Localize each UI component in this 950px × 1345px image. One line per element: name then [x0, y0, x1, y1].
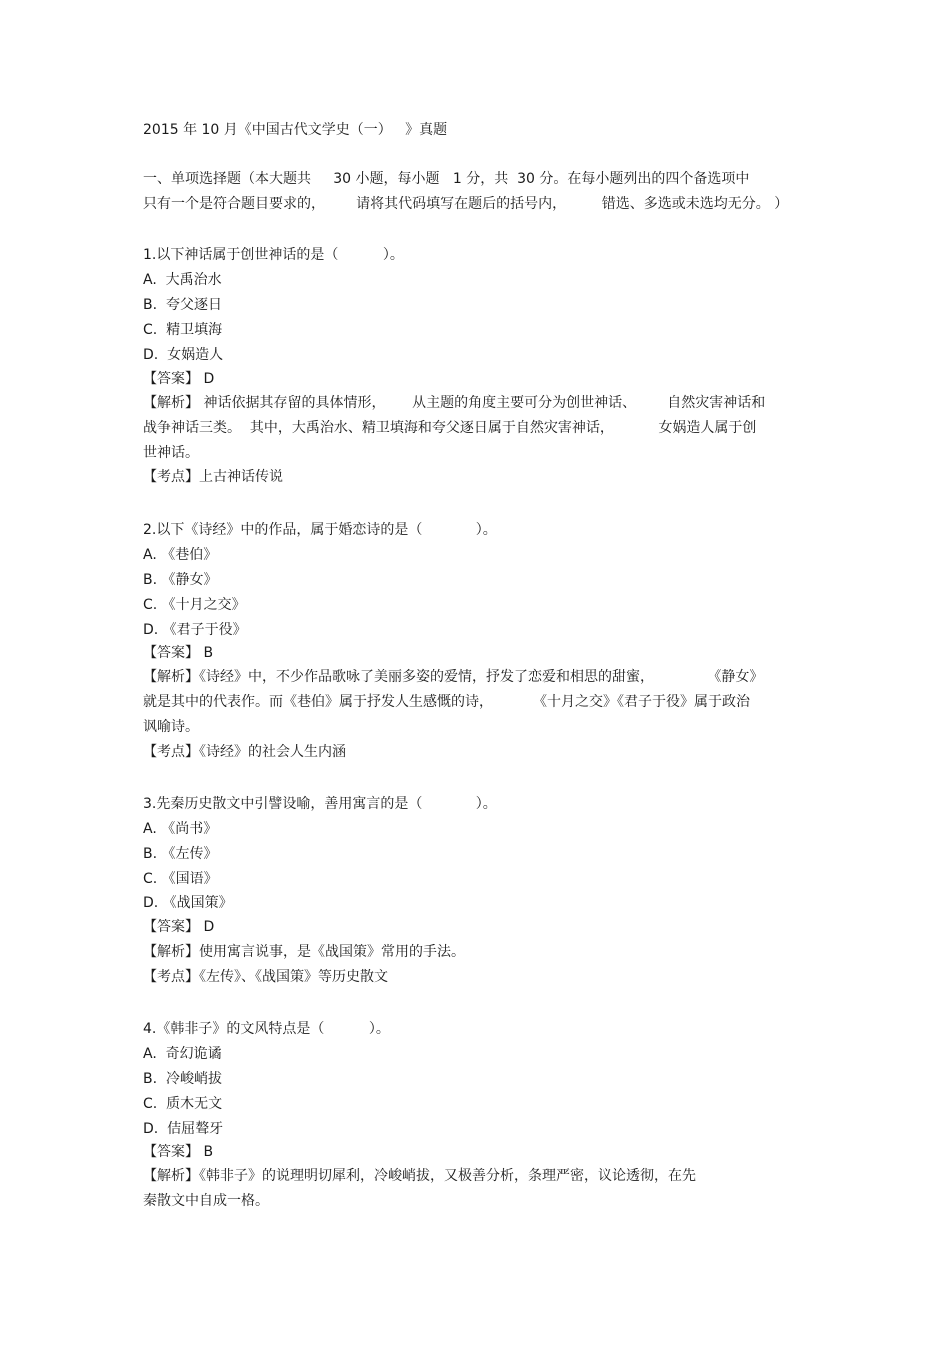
question-1-option-b: B. 夸父逐日 [143, 297, 222, 313]
question-3-answer: 【答案】 D [143, 919, 215, 935]
question-3-point: 【考点】《左传》、《战国策》等历史散文 [143, 969, 388, 985]
question-2-option-c: C. 《十月之交》 [143, 597, 246, 613]
question-4-option-b: B. 冷峻峭拔 [143, 1071, 222, 1087]
question-4-analysis-line-2: 秦散文中自成一格。 [143, 1193, 269, 1209]
question-1-analysis-line-1: 【解析】 神话依据其存留的具体情形， 从主题的角度主要可分为创世神话、 自然灾害神话和 [143, 395, 766, 411]
question-3-option-c: C. 《国语》 [143, 871, 218, 887]
question-2-option-a: A. 《巷伯》 [143, 547, 218, 563]
question-1-analysis-line-2: 战争神话三类。 其中，大禹治水、精卫填海和夸父逐日属于自然灾害神话， 女娲造人属于创 [143, 420, 757, 436]
question-2-option-d: D. 《君子于役》 [143, 622, 247, 638]
question-4-analysis-line-1: 【解析】《韩非子》的说理明切犀利，冷峻峭拔，又极善分析，条理严密，议论透彻，在先 [143, 1168, 696, 1184]
section-instructions-line-2: 只有一个是符合题目要求的， 请将其代码填写在题后的括号内， 错选、多选或未选均无分。 ） [143, 196, 789, 212]
question-4-option-a: A. 奇幻诡谲 [143, 1046, 222, 1062]
question-2-point: 【考点】《诗经》的社会人生内涵 [143, 744, 346, 760]
question-3-analysis-line-1: 【解析】使用寓言说事，是《战国策》常用的手法。 [143, 944, 465, 960]
question-2-analysis-line-3: 讽喻诗。 [143, 719, 199, 735]
question-2-option-b: B. 《静女》 [143, 572, 218, 588]
question-1-option-c: C. 精卫填海 [143, 322, 223, 338]
question-2-answer: 【答案】 B [143, 645, 214, 661]
question-2-analysis-line-2: 就是其中的代表作。而《巷伯》属于抒发人生感慨的诗， 《十月之交》《君子于役》属于政治 [143, 694, 751, 710]
question-1-analysis-line-3: 世神话。 [143, 445, 199, 461]
question-3-stem: 3.先秦历史散文中引譬设喻，善用寓言的是（ ）。 [143, 796, 497, 812]
question-2-stem: 2.以下《诗经》中的作品，属于婚恋诗的是（ ）。 [143, 522, 497, 538]
question-4-option-d: D. 佶屈聱牙 [143, 1121, 224, 1137]
section-instructions-line-1: 一、单项选择题（本大题共 30 小题，每小题 1 分，共 30 分。在每小题列出的四个备选项中 [143, 171, 750, 187]
question-3-option-b: B. 《左传》 [143, 846, 218, 862]
question-1-option-d: D. 女娲造人 [143, 347, 224, 363]
question-4-stem: 4.《韩非子》的文风特点是（ ）。 [143, 1021, 390, 1037]
question-4-answer: 【答案】 B [143, 1144, 214, 1160]
question-3-option-d: D. 《战国策》 [143, 895, 233, 911]
question-3-option-a: A. 《尚书》 [143, 821, 218, 837]
question-2-analysis-line-1: 【解析】《诗经》中，不少作品歌咏了美丽多姿的爱情，抒发了恋爱和相思的甜蜜， 《静女》 [143, 669, 764, 685]
question-1-stem: 1.以下神话属于创世神话的是（ ）。 [143, 247, 404, 263]
question-4-option-c: C. 质木无文 [143, 1096, 223, 1112]
question-1-answer: 【答案】 D [143, 371, 215, 387]
document-title: 2015 年 10 月《中国古代文学史（一） 》真题 [143, 122, 448, 138]
question-1-point: 【考点】上古神话传说 [143, 469, 283, 485]
question-1-option-a: A. 大禹治水 [143, 272, 222, 288]
